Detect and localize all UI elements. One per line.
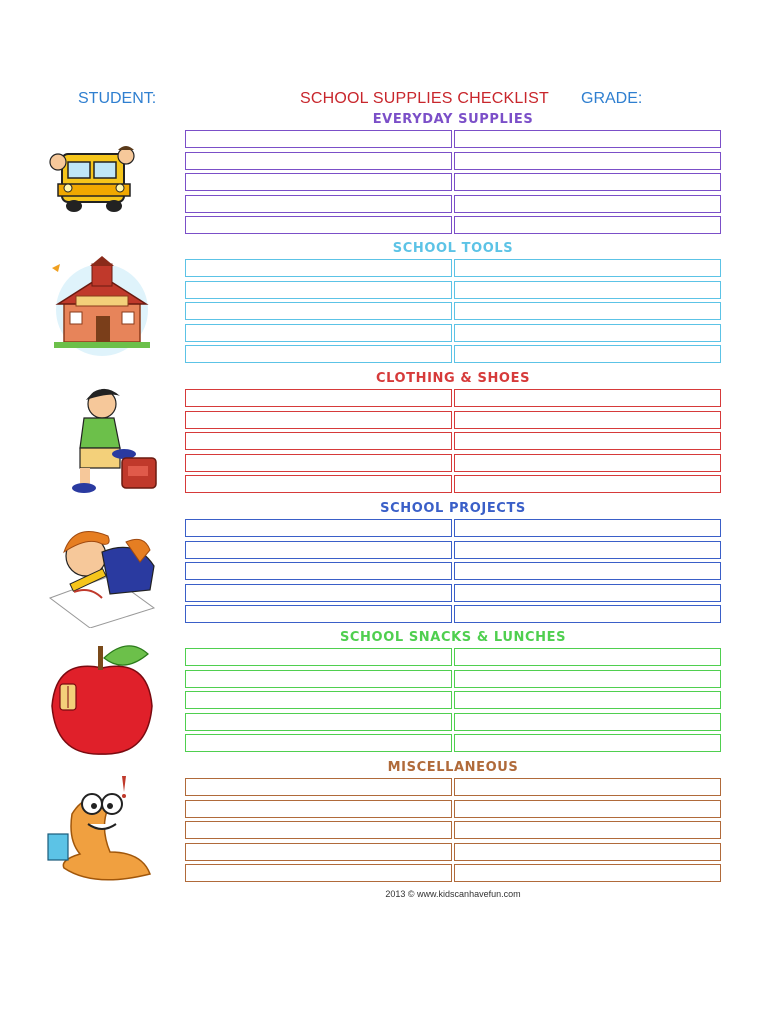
checklist-field-misc-right[interactable] [454,843,721,861]
checklist-field-projects-left[interactable] [185,541,452,559]
checklist-field-clothing-left[interactable] [185,475,452,493]
checklist-field-misc-right[interactable] [454,800,721,818]
checklist-field-everyday-right[interactable] [454,173,721,191]
checklist-field-tools-left[interactable] [185,324,452,342]
checklist-field-projects-right[interactable] [454,519,721,537]
checklist-field-snacks-right[interactable] [454,648,721,666]
checklist-field-snacks-right[interactable] [454,734,721,752]
checklist-field-everyday-right[interactable] [454,152,721,170]
checklist-field-everyday-left[interactable] [185,152,452,170]
section-title-tools: SCHOOL TOOLS [392,241,514,256]
page-title: SCHOOL SUPPLIES CHECKLIST [300,90,549,107]
checklist-field-clothing-left[interactable] [185,454,452,472]
checklist-field-misc-right[interactable] [454,821,721,839]
checklist-field-tools-left[interactable] [185,281,452,299]
checklist-field-projects-left[interactable] [185,519,452,537]
grade-label: GRADE: [581,90,643,107]
checklist-field-snacks-right[interactable] [454,713,721,731]
section-title-misc: MISCELLANEOUS [387,760,519,775]
boy-tying-shoe-icon [44,382,160,498]
section-title-projects: SCHOOL PROJECTS [380,501,526,516]
checklist-field-everyday-left[interactable] [185,130,452,148]
checklist-field-everyday-right[interactable] [454,130,721,148]
checklist-field-misc-left[interactable] [185,800,452,818]
checklist-field-snacks-left[interactable] [185,648,452,666]
checklist-field-everyday-right[interactable] [454,216,721,234]
checklist-field-projects-right[interactable] [454,541,721,559]
checklist-field-snacks-left[interactable] [185,691,452,709]
checklist-field-snacks-right[interactable] [454,691,721,709]
schoolhouse-icon [44,250,160,366]
checklist-field-clothing-left[interactable] [185,432,452,450]
footer-copyright: 2013 © www.kidscanhavefun.com [385,889,521,899]
checklist-field-projects-right[interactable] [454,584,721,602]
checklist-field-misc-left[interactable] [185,821,452,839]
checklist-field-misc-left[interactable] [185,843,452,861]
checklist-field-tools-left[interactable] [185,345,452,363]
bookworm-icon [44,772,160,888]
section-title-clothing: CLOTHING & SHOES [375,371,531,386]
checklist-field-tools-right[interactable] [454,345,721,363]
checklist-field-clothing-left[interactable] [185,389,452,407]
checklist-field-clothing-right[interactable] [454,454,721,472]
checklist-field-projects-right[interactable] [454,605,721,623]
section-title-everyday: EVERYDAY SUPPLIES [372,112,534,127]
apple-icon [44,640,160,756]
checklist-field-clothing-right[interactable] [454,411,721,429]
checklist-field-snacks-right[interactable] [454,670,721,688]
checklist-field-misc-left[interactable] [185,778,452,796]
checklist-field-everyday-right[interactable] [454,195,721,213]
section-title-snacks: SCHOOL SNACKS & LUNCHES [339,630,567,645]
checklist-field-tools-right[interactable] [454,259,721,277]
checklist-field-everyday-left[interactable] [185,173,452,191]
checklist-field-clothing-left[interactable] [185,411,452,429]
checklist-field-projects-right[interactable] [454,562,721,580]
checklist-field-tools-right[interactable] [454,302,721,320]
checklist-field-tools-left[interactable] [185,259,452,277]
checklist-field-snacks-left[interactable] [185,670,452,688]
checklist-field-tools-right[interactable] [454,324,721,342]
student-label: STUDENT: [78,90,157,107]
checklist-field-projects-left[interactable] [185,605,452,623]
checklist-field-everyday-left[interactable] [185,195,452,213]
checklist-field-misc-right[interactable] [454,778,721,796]
checklist-field-clothing-right[interactable] [454,432,721,450]
checklist-field-snacks-left[interactable] [185,713,452,731]
checklist-field-misc-left[interactable] [185,864,452,882]
school-bus-icon [44,122,160,238]
checklist-field-projects-left[interactable] [185,562,452,580]
checklist-field-misc-right[interactable] [454,864,721,882]
checklist-field-everyday-left[interactable] [185,216,452,234]
checklist-field-tools-right[interactable] [454,281,721,299]
girl-drawing-icon [44,512,160,628]
checklist-field-snacks-left[interactable] [185,734,452,752]
checklist-field-clothing-right[interactable] [454,475,721,493]
checklist-field-clothing-right[interactable] [454,389,721,407]
checklist-field-projects-left[interactable] [185,584,452,602]
checklist-field-tools-left[interactable] [185,302,452,320]
